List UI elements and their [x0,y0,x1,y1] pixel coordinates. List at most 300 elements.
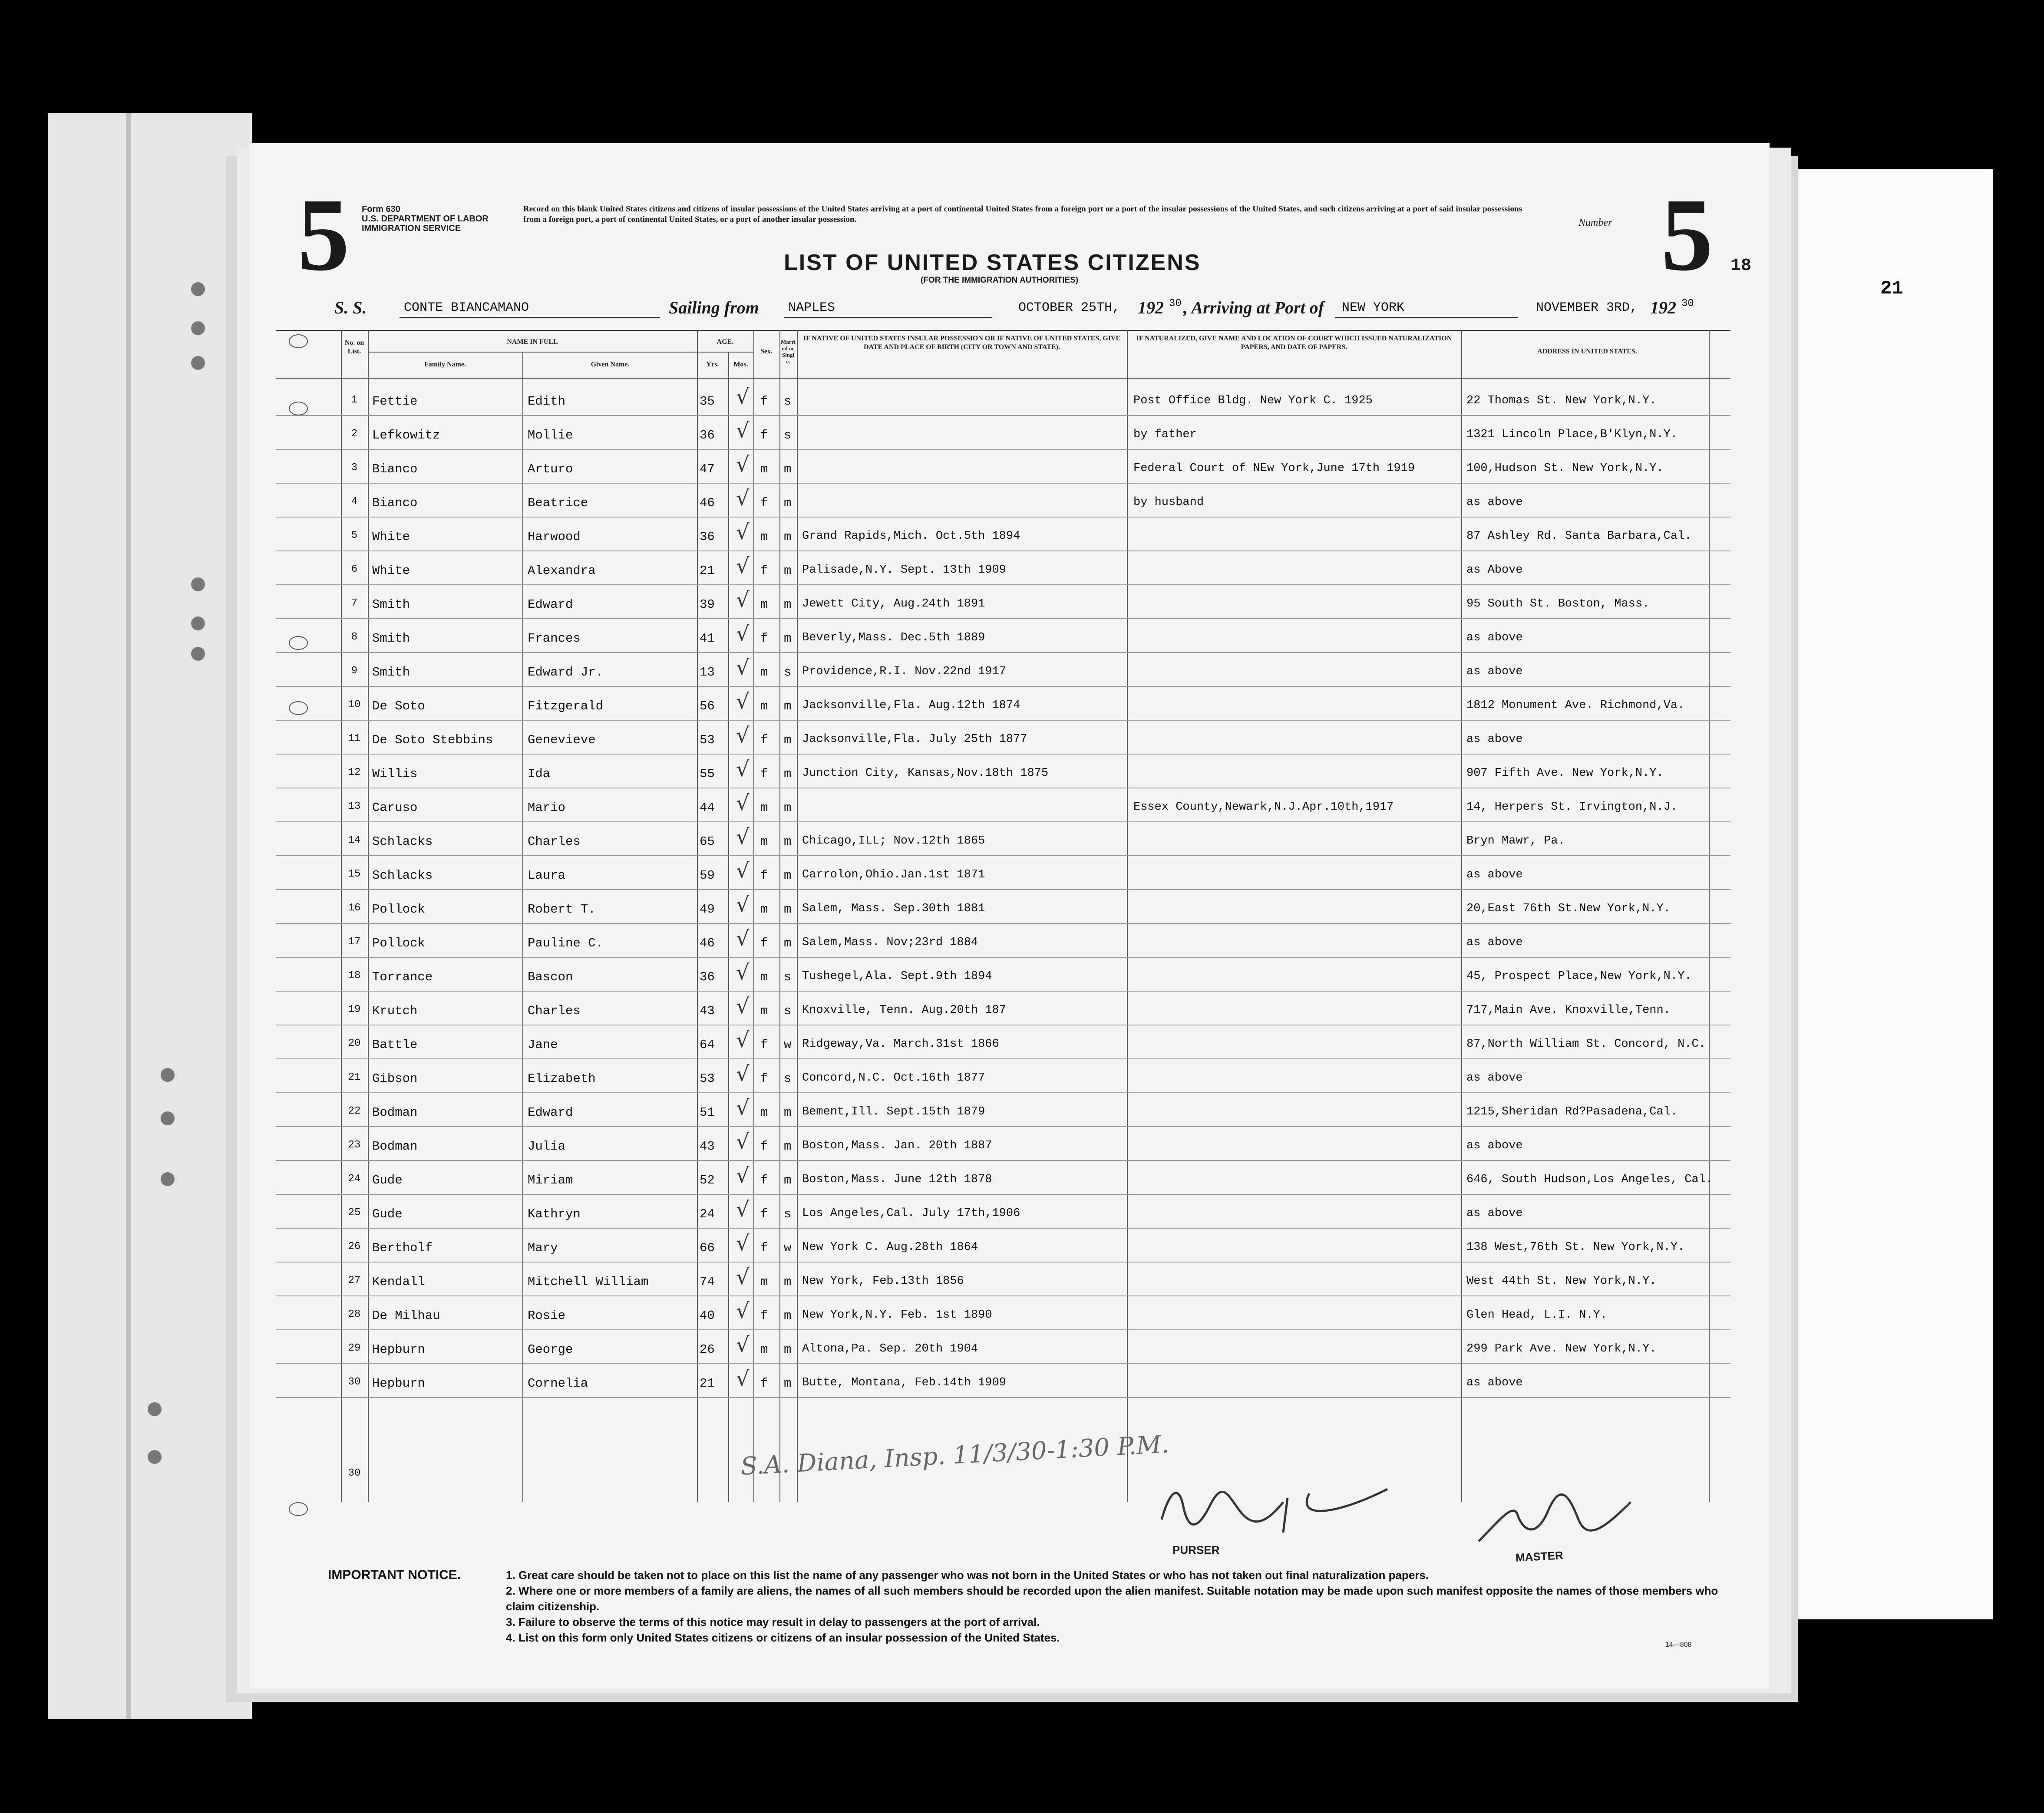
check-mark-icon: √ [736,926,750,951]
sex: m [760,1342,768,1357]
row-rule [276,1397,1730,1398]
row-number: 21 [348,1071,361,1083]
address: as Above [1466,564,1523,577]
number-label: Number [1578,217,1612,228]
year-label-1: 192 [1138,298,1164,317]
address: 14, Herpers St. Irvington,N.J. [1466,801,1678,814]
table-row [276,788,1730,822]
form-number-line: Form 630 [362,204,400,214]
given-name: Miriam [528,1173,573,1187]
year-2: 30 [1681,298,1694,310]
age-years: 44 [700,801,715,815]
row-number: 5 [351,530,358,541]
age-years: 24 [700,1207,715,1221]
birthplace: Beverly,Mass. Dec.5th 1889 [802,631,985,644]
family-name: Fettie [372,394,418,409]
age-years: 41 [700,631,715,646]
birthplace: Grand Rapids,Mich. Oct.5th 1894 [802,530,1020,543]
age-years: 46 [700,496,715,510]
given-name: Cornelia [528,1376,588,1391]
check-mark-icon: √ [736,1367,750,1391]
marital-status: m [784,868,792,883]
margin-circle [289,636,308,650]
family-name: De Soto Stebbins [372,733,493,747]
notice-heading: IMPORTANT NOTICE. [328,1568,461,1582]
row-number: 22 [348,1105,361,1117]
table-row [276,1059,1730,1093]
given-name: Genevieve [528,733,596,747]
row-number: 30 [348,1376,361,1388]
record-instructions: Record on this blank United States citizens and citizens of insular possessions of the United States arriving at a port of continental United States from a foreign port or a port of the insular possessions of the United States, and such citizens arriving at a port of said insular possessions from a foreign port, a port of continental United States, or a port of another insular possession. [523,204,1522,224]
table-row [276,1296,1730,1330]
table-row [276,721,1730,755]
family-name: Torrance [372,970,433,984]
sailing-from-label: Sailing from [669,298,759,317]
table-row [276,992,1730,1025]
table-row [276,822,1730,856]
header-months: Mos. [733,361,748,368]
age-years: 56 [700,699,715,713]
address: as above [1466,1376,1523,1389]
check-mark-icon: √ [736,689,750,714]
check-mark-icon: √ [736,554,750,578]
marital-status: w [784,1038,792,1052]
table-row [276,1229,1730,1263]
age-years: 65 [700,834,715,849]
birthplace: Jacksonville,Fla. Aug.12th 1874 [802,699,1020,712]
row-number: 8 [351,631,358,643]
marital-status: m [784,699,792,713]
check-mark-icon: √ [736,1231,750,1256]
form-big-number-right: 5 [1661,177,1713,292]
row-number: 25 [348,1207,361,1219]
notice-item: 2. Where one or more members of a family are aliens, the names of all such members should be recorded upon the alien manifest. Suitable notation may be made upon such manifest opposite the names of those members who claim citizenship. [506,1584,1718,1613]
margin-circle [289,334,308,348]
family-name: Hepburn [372,1342,425,1357]
address: 138 West,76th St. New York,N.Y. [1466,1241,1685,1254]
row-number: 9 [351,665,358,677]
address: as above [1466,733,1523,746]
birthplace: Tushegel,Ala. Sept.9th 1894 [802,970,992,983]
sex: f [760,496,768,510]
row-number: 14 [348,834,361,846]
age-years: 74 [700,1275,715,1289]
header-sex: Sex. [760,348,773,355]
sex: m [760,834,768,849]
sail-date: OCTOBER 25TH, [1018,300,1120,315]
given-name: Robert T. [528,902,596,916]
row-number: 11 [348,733,361,745]
row-number: 18 [348,970,361,982]
purser-signature [1153,1480,1396,1546]
row-number: 10 [348,699,361,711]
address: as above [1466,936,1523,949]
check-mark-icon: √ [736,622,750,646]
table-row [276,890,1730,924]
row-number: 4 [351,496,358,508]
marital-status: s [784,428,792,442]
table-row [276,1025,1730,1059]
family-name: Smith [372,597,410,612]
table-header-rule [276,378,1730,379]
marital-status: m [784,936,792,950]
binder-hole [148,1450,162,1464]
master-signature [1474,1485,1639,1550]
sex: f [760,767,768,781]
marital-status: s [784,665,792,679]
sex: m [760,1004,768,1018]
naturalization: Federal Court of NEw York,June 17th 1919 [1133,462,1415,475]
age-years: 26 [700,1342,715,1357]
age-years: 43 [700,1004,715,1018]
given-name: Mario [528,801,566,815]
check-mark-icon: √ [736,723,750,748]
marital-status: m [784,631,792,646]
family-name: Bianco [372,496,418,510]
birthplace: Junction City, Kansas,Nov.18th 1875 [802,767,1049,780]
naturalization: Essex County,Newark,N.J.Apr.10th,1917 [1133,801,1394,814]
family-name: Pollock [372,902,425,916]
binder-hole [148,1402,162,1416]
given-name: Elizabeth [528,1071,596,1086]
marital-status: m [784,462,792,476]
check-mark-icon: √ [736,825,750,849]
purser-label: PURSER [1172,1543,1220,1556]
given-name: Laura [528,868,566,883]
birthplace: Boston,Mass. June 12th 1878 [802,1173,992,1186]
family-name: Bertholf [372,1241,433,1255]
address: 717,Main Ave. Knoxville,Tenn. [1466,1004,1671,1017]
birthplace: Palisade,N.Y. Sept. 13th 1909 [802,564,1006,577]
row-number: 6 [351,564,358,575]
table-row [276,1161,1730,1195]
address: Bryn Mawr, Pa. [1466,834,1565,847]
birthplace: Jewett City, Aug.24th 1891 [802,597,985,610]
family-name: Kendall [372,1275,425,1289]
age-years: 36 [700,530,715,544]
address: 646, South Hudson,Los Angeles, Cal. [1466,1173,1713,1186]
binder-hole [191,616,205,630]
address: 20,East 76th St.New York,N.Y. [1466,902,1671,915]
age-years: 36 [700,970,715,984]
address: 22 Thomas St. New York,N.Y. [1466,394,1657,407]
family-name: Bianco [372,462,418,476]
given-name: George [528,1342,573,1357]
page-title: LIST OF UNITED STATES CITIZENS [784,250,1201,275]
family-name: Gude [372,1173,403,1187]
table-row [276,687,1730,721]
family-name: Smith [372,665,410,679]
form-big-number-left: 5 [297,177,350,292]
binder-hole [191,282,205,296]
age-years: 39 [700,597,715,612]
background-sheet-right [1776,169,1993,1619]
birthplace: Salem,Mass. Nov;23rd 1884 [802,936,978,949]
birthplace: New York,N.Y. Feb. 1st 1890 [802,1309,992,1322]
age-years: 66 [700,1241,715,1255]
margin-circle [289,402,308,415]
marital-status: m [784,1173,792,1187]
table-row [276,382,1730,416]
age-years: 21 [700,564,715,578]
birthplace: New York, Feb.13th 1856 [802,1275,964,1288]
marital-status: m [784,530,792,544]
sex: m [760,699,768,713]
age-years: 55 [700,767,715,781]
birthplace: Ridgeway,Va. March.31st 1866 [802,1038,999,1051]
age-years: 49 [700,902,715,916]
check-mark-icon: √ [736,1164,750,1188]
ss-label: S. S. [334,298,367,317]
row-number: 28 [348,1309,361,1320]
sex: f [760,428,768,442]
header-family-name: Family Name. [424,361,466,368]
ship-name: CONTE BIANCAMANO [404,300,529,315]
sex: f [760,631,768,646]
age-years: 64 [700,1038,715,1052]
family-name: De Milhau [372,1309,440,1323]
check-mark-icon: √ [736,1096,750,1120]
row-number: 12 [348,767,361,778]
address: 87 Ashley Rd. Santa Barbara,Cal. [1466,530,1692,543]
birthplace: Bement,Ill. Sept.15th 1879 [802,1105,985,1118]
ship-underline [400,317,660,318]
given-name: Mary [528,1241,558,1255]
given-name: Arturo [528,462,573,476]
row-number: 2 [351,428,358,440]
age-years: 53 [700,733,715,747]
birthplace: Jacksonville,Fla. July 25th 1877 [802,733,1027,746]
row-number: 20 [348,1038,361,1049]
check-mark-icon: √ [736,1028,750,1052]
marital-status: m [784,902,792,916]
margin-circle [289,1502,308,1516]
address: as above [1466,1071,1523,1085]
table-row [276,856,1730,890]
family-name: De Soto [372,699,425,713]
sex: m [760,801,768,815]
table-row [276,653,1730,687]
table-row [276,1263,1730,1296]
given-name: Edward [528,1105,573,1120]
marital-status: m [784,733,792,747]
notice-item: 1. Great care should be taken not to place on this list the name of any passenger who was not born in the United States or who has not taken out final naturalization papers. [506,1569,1429,1582]
given-name: Edward [528,597,573,612]
check-mark-icon: √ [736,385,750,409]
family-name: Pollock [372,936,425,950]
given-name: Ida [528,767,551,781]
given-name: Rosie [528,1309,566,1323]
row-number: 1 [351,394,358,406]
marital-status: m [784,1139,792,1154]
check-mark-icon: √ [736,757,750,781]
table-top-rule [276,330,1730,331]
form-department-line: U.S. DEPARTMENT OF LABOR [362,214,489,224]
address: 1215,Sheridan Rd?Pasadena,Cal. [1466,1105,1678,1118]
address: West 44th St. New York,N.Y. [1466,1275,1657,1288]
port-to: NEW YORK [1342,300,1405,315]
row-number: 24 [348,1173,361,1185]
check-mark-icon: √ [736,656,750,680]
row-number: 13 [348,801,361,812]
sex: f [760,733,768,747]
given-name: Mitchell William [528,1275,649,1289]
footer-code: 14—808 [1665,1641,1692,1648]
sex: f [760,868,768,883]
marital-status: m [784,834,792,849]
marital-status: s [784,1004,792,1018]
row-number: 7 [351,597,358,609]
address: Glen Head, L.I. N.Y. [1466,1309,1608,1322]
given-name: Frances [528,631,581,646]
given-name: Bascon [528,970,573,984]
given-name: Alexandra [528,564,596,578]
address: as above [1466,665,1523,678]
family-name: Caruso [372,801,418,815]
age-years: 21 [700,1376,715,1391]
table-row [276,924,1730,958]
binder-hole [161,1111,175,1125]
age-years: 43 [700,1139,715,1154]
name-subheader-rule [368,352,697,353]
sex: f [760,1071,768,1086]
given-name: Kathryn [528,1207,581,1221]
header-address: ADDRESS IN UNITED STATES. [1537,348,1637,355]
check-mark-icon: √ [736,452,750,477]
address: as above [1466,1207,1523,1220]
marital-status: m [784,496,792,510]
family-name: Bodman [372,1105,418,1120]
address: 299 Park Ave. New York,N.Y. [1466,1342,1657,1355]
table-row [276,1195,1730,1229]
age-years: 53 [700,1071,715,1086]
sheet-number: 18 [1730,256,1752,276]
address: 87,North William St. Concord, N.C. [1466,1038,1706,1051]
check-mark-icon: √ [736,893,750,917]
marital-status: w [784,1241,792,1255]
table-row [276,1330,1730,1364]
given-name: Harwood [528,530,581,544]
age-years: 51 [700,1105,715,1120]
given-name: Beatrice [528,496,588,510]
given-name: Pauline C. [528,936,604,950]
marital-status: s [784,394,792,409]
address: 95 South St. Boston, Mass. [1466,597,1650,610]
birthplace: Los Angeles,Cal. July 17th,1906 [802,1207,1020,1220]
family-name: Schlacks [372,834,433,849]
sex: f [760,1309,768,1323]
check-mark-icon: √ [736,588,750,612]
table-row [276,1364,1730,1398]
check-mark-icon: √ [736,859,750,883]
table-row [276,958,1730,992]
row-number: 19 [348,1004,361,1015]
marital-status: s [784,970,792,984]
given-name: Charles [528,1004,581,1018]
given-name: Jane [528,1038,558,1052]
family-name: White [372,530,410,544]
header-name-in-full: NAME IN FULL [507,338,558,346]
birthplace: Carrolon,Ohio.Jan.1st 1871 [802,868,985,881]
row-number: 27 [348,1275,361,1286]
check-mark-icon: √ [736,1299,750,1323]
arriving-label: , Arriving at Port of [1183,298,1324,317]
table-row [276,484,1730,518]
binder-hole [191,577,205,591]
age-years: 36 [700,428,715,442]
address: 45, Prospect Place,New York,N.Y. [1466,970,1692,983]
page-subtitle: (FOR THE IMMIGRATION AUTHORITIES) [921,276,1079,285]
given-name: Edward Jr. [528,665,604,679]
port-from-underline [784,317,992,318]
birthplace: Chicago,ILL; Nov.12th 1865 [802,834,985,847]
master-label: MASTER [1515,1549,1564,1564]
row-number: 26 [348,1241,361,1253]
age-years: 59 [700,868,715,883]
background-sheet-edge [126,113,131,1719]
sex: f [760,1173,768,1187]
header-naturalization: IF NATURALIZED, GIVE NAME AND LOCATION OF COURT WHICH ISSUED NATURALIZATION PAPERS, AND DATE OF PAPERS. [1136,335,1452,351]
sex: f [760,394,768,409]
table-row [276,619,1730,653]
family-name: Hepburn [372,1376,425,1391]
birthplace: Altona,Pa. Sep. 20th 1904 [802,1342,978,1355]
birthplace: New York C. Aug.28th 1864 [802,1241,978,1254]
sex: f [760,564,768,578]
family-name: Lefkowitz [372,428,440,442]
background-sheet-left [48,113,252,1719]
sex: m [760,1275,768,1289]
sex: m [760,970,768,984]
check-mark-icon: √ [736,419,750,443]
birthplace: Providence,R.I. Nov.22nd 1917 [802,665,1006,678]
sex: f [760,936,768,950]
sex: f [760,1376,768,1391]
sex: m [760,530,768,544]
row-number: 17 [348,936,361,948]
age-years: 46 [700,936,715,950]
header-age: AGE. [717,338,734,346]
notice-item: 4. List on this form only United States citizens or citizens of an insular possession of the United States. [506,1631,1060,1644]
naturalization: by father [1133,428,1197,441]
arrive-date: NOVEMBER 3RD, [1536,300,1638,315]
check-mark-icon: √ [736,1062,750,1086]
margin-circle [289,701,308,715]
naturalization: Post Office Bldg. New York C. 1925 [1133,394,1373,407]
form-service-line: IMMIGRATION SERVICE [362,224,461,233]
birthplace: Butte, Montana, Feb.14th 1909 [802,1376,1006,1389]
address: as above [1466,631,1523,644]
family-name: Gude [372,1207,403,1221]
age-years: 13 [700,665,715,679]
family-name: Smith [372,631,410,646]
header-married-single: Married or Single. [781,339,796,365]
marital-status: s [784,1207,792,1221]
family-name: Krutch [372,1004,418,1018]
row-number: 3 [351,462,358,474]
family-name: Schlacks [372,868,433,883]
binder-hole [191,647,205,661]
age-years: 47 [700,462,715,476]
binder-hole [191,356,205,370]
birthplace: Knoxville, Tenn. Aug.20th 187 [802,1004,1006,1017]
year-1: 30 [1169,298,1182,310]
header-no: No. on List. [344,339,364,355]
check-mark-icon: √ [736,486,750,511]
table-row [276,450,1730,484]
given-name: Mollie [528,428,573,442]
port-from: NAPLES [788,300,835,315]
